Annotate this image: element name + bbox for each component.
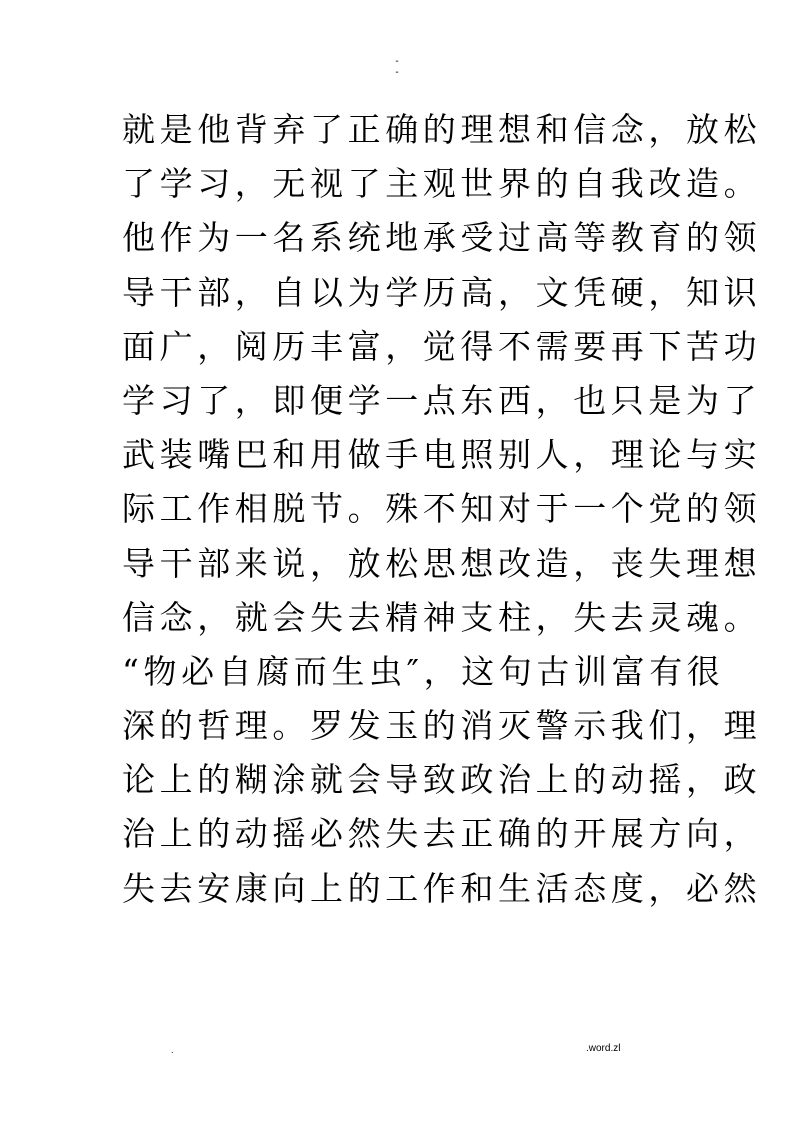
footer-left-mark: . xyxy=(171,1045,174,1055)
text-line: 就是他背弃了正确的理想和信念，放松 xyxy=(122,110,762,149)
header-dash-top: - xyxy=(395,56,399,67)
text-line: 失去安康向上的工作和生活态度，必然 xyxy=(122,868,762,908)
text-line: 了学习，无视了主观世界的自我改造。 xyxy=(122,164,762,204)
text-line: 深的哲理。罗发玉的消灭警示我们，理 xyxy=(122,706,762,746)
text-line: 导干部，自以为学历高，文凭硬，知识 xyxy=(122,272,762,312)
text-line: 际工作相脱节。殊不知对于一个党的领 xyxy=(122,489,762,529)
text-line: 他作为一名系统地承受过高等教育的领 xyxy=(122,218,762,258)
header-dash-bottom: - xyxy=(395,67,399,78)
text-line: “物必自腐而生虫″，这句古训富有很 xyxy=(122,651,725,691)
text-line: 武装嘴巴和用做手电照别人，理论与实 xyxy=(122,435,762,475)
text-line: 论上的糊涂就会导致政治上的动摇，政 xyxy=(122,760,762,800)
text-line: 学习了，即便学一点东西，也只是为了 xyxy=(122,380,762,420)
text-line: 面广，阅历丰富，觉得不需要再下苦功 xyxy=(122,326,762,366)
document-paragraph xyxy=(122,103,762,916)
footer-watermark: .word.zl xyxy=(586,1043,621,1054)
text-line: 治上的动摇必然失去正确的开展方向， xyxy=(122,814,762,854)
text-line: 信念，就会失去精神支柱，失去灵魂。 xyxy=(122,597,762,637)
text-line: 导干部来说，放松思想改造，丧失理想 xyxy=(122,543,762,583)
page-header-mark xyxy=(390,56,404,78)
